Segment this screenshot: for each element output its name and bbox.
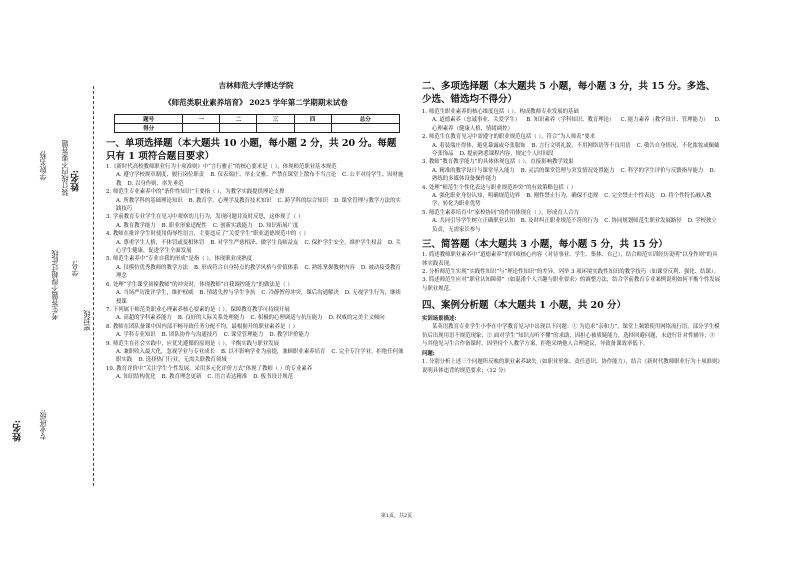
option-a[interactable]: A. 着装端庄得体，避免暴露或夸张服饰 [432, 142, 526, 149]
option-a[interactable]: A. 教育教学能力 [116, 222, 156, 229]
question-stem: 1.《新时代高校教师职业行为十项准则》中“言行雅正”的核心要求是（ ），体现师范职业基本规范 [106, 164, 337, 170]
option-c[interactable]: C. 科学的学生评价与反馈指导能力 [620, 167, 704, 174]
option-a[interactable]: A. 强化职业身份认知，明确规范边界 [432, 193, 521, 200]
option-c[interactable]: C. 熟练掌握教材内容 [304, 264, 355, 271]
section2-heading-cont: 少选、错选均不得分） [422, 94, 518, 105]
option-c[interactable]: C. 完全禁止个性表达 [604, 193, 655, 200]
option-b[interactable]: B. 言行文明礼貌，不用网络语等不良用语 [531, 142, 631, 149]
option-b[interactable]: B. 对学生严慈相济、做学生良师益友 [210, 239, 299, 246]
option-c[interactable]: C. 保护学生安全，维护学生权益 [304, 239, 382, 246]
option-d[interactable]: D. 提前熟悉课程内容，规定个人时间段 [459, 151, 554, 158]
school-label: 学院名称: [39, 150, 47, 181]
option-b[interactable]: B. 职业形象适配性 [161, 222, 207, 229]
score-cell: 四 [294, 115, 331, 124]
option-a[interactable]: A. 道德素养（忠诚事业、关爱学生） [432, 117, 521, 124]
short-answer-question: 3. 简述师范生应对“职业认知障碍”（如混淆个人兴趣与职业要求）的调整方法，结合学前教育专业案例说明如何平衡个性发展与职业规范。 [422, 277, 721, 292]
option-c[interactable]: C. 敬告自身情况，不化浓妆或佩戴夸张饰品 [432, 142, 720, 158]
option-b[interactable]: B. 教育学、心理学及教育技术知识 [188, 197, 272, 204]
score-cell: 一 [183, 115, 220, 124]
option-c[interactable]: C. 跨学科的综合知识 [277, 197, 328, 204]
option-c[interactable]: C. 语言表达精准 [207, 374, 248, 381]
score-cell[interactable] [183, 124, 220, 133]
option-d[interactable]: D. 课堂管理与教学方法的实践技巧 [116, 197, 401, 213]
option-a[interactable]: A. 共同引导学生树立正确职业认知 [432, 218, 515, 225]
question-stem: 9. 师范生在社会实践中，应优先遵循的原则是（ ），平衡实践与职业发展 [106, 340, 279, 347]
option-a[interactable]: A. 尊重学生人格，不体罚或变相体罚 [116, 239, 205, 246]
case-question: 1. 分别分析上述三个问题所反映的职业素养缺失（如职业形象、责任意识、协作能力），结合《新时代教师职业行为十项准则》说明具体违背的规范要求；（12 分） [422, 359, 720, 374]
question-stem: 4. 教师在批评学生时使用侮辱性语言，主要违反了“关爱学生”职业道德规范中的（ ） [106, 231, 309, 238]
option-a[interactable]: A. 知识结构优化 [116, 374, 156, 381]
case-text: 某英语教育专业学生小李在中学教育见习中出现以下问题：① 为追求“亲和力”，课堂上频繁使用网络流行语，部分学生模仿后出现用语不规范现象；② 面对学生“知识点听不懂”的求助，因担心被质疑能力，选择回避问题，未进行针对性辅导；③ 与其他见习生合作备课时，因坚持个人教学方案，拒绝采纳他人合理建议，导致备课效率低下。 [422, 324, 720, 347]
short-answer-question: 2. 分析师范生实现“实践性知识”与“理论性知识”的差异，列举 3 项环境实践性知识的教学技巧（如课堂反利、强化、结课）。 [422, 268, 719, 275]
option-d[interactable]: D. 熟练的多媒体设备操作能力 [432, 167, 716, 183]
question-stem: 8. 教师在团队备课中因内部不畅导致任务分配不均，最根据升的职业素养是（ ） [106, 323, 298, 330]
option-d[interactable]: D. 教学评价能力 [269, 332, 310, 339]
option-a[interactable]: A. 高超的学科素养能力 [116, 315, 172, 322]
major-label: 专业班级: [39, 409, 47, 440]
question-stem: 2. 师范生专业素养中的“条件性知识”主要指（ ），为教学实践提供理论支撑 [106, 189, 285, 196]
option-d[interactable]: D. 选择热门行业，无需关联教育领域 [138, 357, 227, 364]
question-options [106, 171, 406, 188]
score-table [114, 114, 400, 133]
option-a[interactable]: A. 所教学科的基础理论知识 [116, 197, 183, 204]
option-a[interactable]: A. 兼职收入最大化，忽视学业与专业成长 [116, 348, 215, 355]
option-b[interactable]: B. 刚性禁止行为，确保不违规 [526, 193, 599, 200]
option-d[interactable]: D. 将个性特长融入教学，转化为职业优势 [432, 193, 712, 208]
seal-label: 密封线 [83, 310, 91, 331]
section2-questions [422, 108, 722, 234]
score-cell: 总分 [331, 115, 399, 124]
question-options [422, 167, 722, 184]
option-d[interactable]: D. 心理素养（健康人格、情绪调控） [432, 117, 721, 132]
student-id-label: 学号: [71, 260, 79, 277]
question-options [106, 197, 406, 214]
warning-line-1: 考生答题不得超过此线 [51, 250, 59, 320]
option-d[interactable]: D. 无视学生行为，继续授课 [116, 290, 401, 305]
section1-heading: 一、单项选择题（本大题共 10 小题，每小题 2 分，共 20 分。每题 [106, 138, 397, 149]
option-b[interactable]: B. 及时纠正职业规范不符的行为 [520, 218, 599, 225]
option-c[interactable]: C. 积极的心理调适与抗压能力 [250, 315, 323, 322]
option-a[interactable]: A. 学科专业知识 [116, 332, 156, 339]
question-options [422, 192, 722, 209]
right-column [422, 80, 722, 375]
question-stem: 3. 学前教育专业学生在见习中观察幼儿行为，发现问题并及时反思，这体现了（ ） [106, 214, 304, 221]
option-d[interactable]: D. 关心学生健康，促进学生全面发展 [116, 239, 401, 255]
binding-dashed-line [93, 86, 94, 486]
binding-margin [0, 0, 100, 561]
question-options [422, 217, 722, 234]
section3-heading: 三、简答题（本大题共 3 小题，每小题 5 分，共 15 分） [422, 239, 668, 251]
option-a[interactable]: A. 仅模仿优秀教师的教学方法 [116, 264, 189, 271]
score-cell: 题号 [115, 115, 183, 124]
score-cell[interactable] [220, 124, 257, 133]
section1-heading-cont: 只有 1 项符合题目要求） [106, 151, 215, 162]
score-cell: 三 [257, 115, 294, 124]
score-cell: 得分 [115, 124, 183, 133]
question-options [106, 264, 406, 281]
option-c[interactable]: C. 冷静暂停冲突，课后沟通解决 [261, 290, 339, 297]
option-a[interactable]: A. 遵守学校规章制度、履行岗位职责 [116, 172, 205, 179]
case-title: 实训场景描述: [422, 316, 457, 323]
option-c[interactable]: C. 创新实践能力 [212, 222, 253, 229]
option-c[interactable]: C. 完全专注学业，拒绝任何兼职实践 [116, 348, 404, 364]
question-options [106, 239, 406, 256]
exam-title: 《师范类职业素养培育》 2025 学年第二学期期末试卷 [164, 98, 348, 107]
score-cell[interactable] [257, 124, 294, 133]
question-options [106, 331, 406, 339]
option-b[interactable]: B. 团队协作与沟通技巧 [161, 332, 218, 339]
score-table-header-row [115, 115, 400, 124]
question-options [106, 348, 406, 365]
section4-heading: 四、案例分析题（本大题共 1 小题，共 20 分） [422, 300, 627, 312]
score-cell: 二 [220, 115, 257, 124]
name-label: 姓名: [71, 170, 81, 192]
option-c[interactable]: C. 公平对待学生、因材施教 [116, 172, 404, 187]
option-b[interactable]: B. 教育理念更新 [161, 374, 202, 381]
question-options [422, 142, 722, 159]
score-table-score-row [115, 124, 400, 133]
question-title: 问题: [422, 351, 435, 358]
option-d[interactable]: D. 权威的完美主义倾向 [328, 315, 385, 322]
option-b[interactable]: B. 形成符合自身特点的教学风格与价值体系 [194, 264, 299, 271]
option-a[interactable]: A. 精准的教学设计与课堂导入能力 [432, 167, 515, 174]
short-answer-question: 1. 简述教师职业素养中“道德素养”的四项核心内容（对待事业、学生、集体、自己），结合师范实训经历说明“以身作则”的具体实践表现。 [422, 252, 718, 267]
option-d[interactable]: D. 学校独立负责，无需家长参与 [432, 218, 717, 233]
left-side-name-label: 姓名: [13, 420, 23, 442]
section1-questions [106, 163, 406, 382]
question-options [106, 222, 406, 230]
option-b[interactable]: B. 知识素养（学科知识、教育理论） [526, 117, 615, 124]
option-d[interactable]: D. 以身作则、率先垂范 [127, 180, 184, 187]
option-c[interactable]: C. 协同规划师范生职业发展路径 [604, 218, 682, 225]
question-stem: 7. 下列属于师范类职业心理素养核心要素的是（ ），保障教育教学可持续开展 [106, 306, 290, 313]
question-options [106, 289, 406, 306]
option-b[interactable]: B. 以不影响学业为前提，兼顾职业素养培育 [220, 348, 326, 355]
option-d[interactable]: D. 板书设计规范 [253, 374, 294, 381]
option-b[interactable]: B. 灵活的课堂管理与突发情况处置能力 [520, 167, 615, 174]
option-c[interactable]: C. 课堂管理能力 [223, 332, 264, 339]
section3-questions [422, 251, 722, 293]
option-d[interactable]: D. 知识拓展广度 [258, 222, 299, 229]
option-c[interactable]: C. 能力素养（教学设计、管理能力） [620, 117, 709, 124]
score-cell[interactable] [331, 124, 399, 133]
question-stem: 3. 教师“教育教学能力”的具体体现包括（ ），直接影响教学效果 [422, 159, 574, 166]
option-b[interactable]: B. 仪表端庄、举止文雅、严禁在课堂上散布不当言论 [210, 172, 337, 179]
left-column [106, 80, 406, 382]
option-b[interactable]: B. 情绪失控与学生争执 [199, 290, 256, 297]
question-stem: 1. 师范生职业素养的核心维度包括（ ），构成教师专业发展的基础 [422, 109, 579, 115]
question-stem: 2. 师范生在教育见习中需遵守的职业规范包括（ ），符合“为人师表”要求 [422, 134, 596, 141]
option-a[interactable]: A. 当场严厉批评学生，维护权威 [116, 290, 194, 297]
section2-heading: 二、多项选择题（本大题共 5 小题，每小题 3 分，共 15 分。多选、 [422, 81, 716, 92]
option-b[interactable]: B. 良好的人际关系处理能力 [177, 315, 245, 322]
page-footer: 第1页，共2页 [380, 513, 413, 519]
question-stem: 5. 师范生素养中“专业自我的形成”是指（ ），体现职业成熟度 [106, 256, 253, 263]
option-d[interactable]: D. 被动接受教育理念 [116, 264, 401, 280]
institution-title: 吉林师范大学博达学院 [218, 81, 294, 90]
warning-line-2: 装订线内不要答题 [61, 140, 69, 196]
score-cell[interactable] [294, 124, 331, 133]
question-options [106, 373, 406, 381]
question-stem: 10. 教育评价中“关注学生个性发展，采用多元化评价方式”体现了教师（ ）的专业素养 [106, 365, 313, 372]
question-stem: 5. 师范生素养培育中“家校协同”的作用体现在（ ），形成育人合力 [422, 209, 579, 216]
question-stem: 6. 处理“学生课堂顶撞教师”的冲突时，体现教师“自我调控能力”的做法是（ ） [106, 281, 293, 288]
question-options [106, 314, 406, 322]
question-stem: 4. 处理“师范生个性化表达与职业规范冲突”的有效策略包括（ ） [422, 184, 577, 191]
question-options [422, 116, 722, 133]
